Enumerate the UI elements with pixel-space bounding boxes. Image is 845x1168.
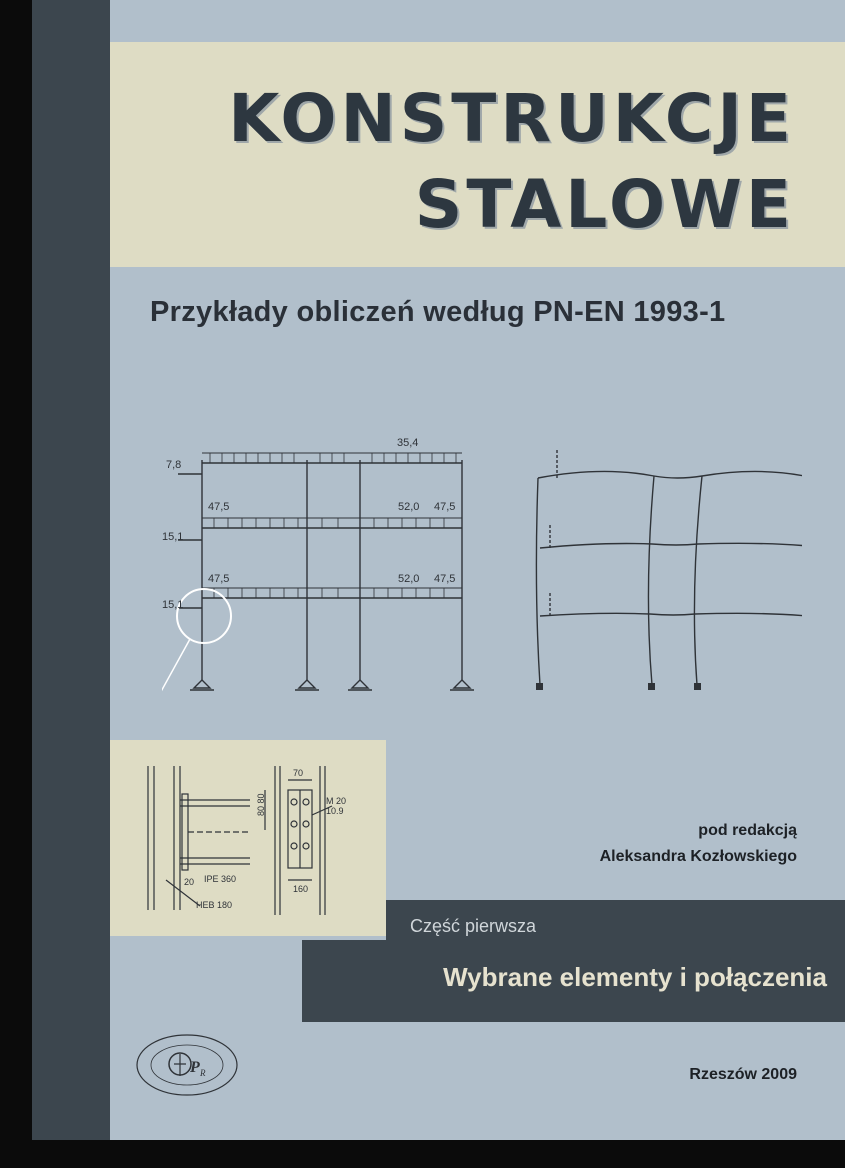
title-line-1: KONSTRUKCJE	[228, 80, 795, 157]
left-dark-strip	[32, 0, 110, 1140]
column-load-label-2: 47,5	[208, 573, 230, 585]
small-dimension-label: 20	[184, 877, 195, 887]
connection-detail-box	[110, 740, 386, 936]
beam-load-label-1: 52,0	[398, 501, 420, 513]
subtitle: Przykłady obliczeń według PN-EN 1993-1	[150, 296, 726, 328]
part-label-band	[386, 900, 845, 940]
beam-profile-label: IPE 360	[204, 874, 237, 884]
beam-load-label-2: 52,0	[398, 573, 420, 585]
part-title-band	[302, 940, 845, 1022]
connection-detail-drawing	[110, 740, 386, 936]
book-cover	[32, 0, 845, 1140]
bolt-class-label: 10.9	[326, 806, 344, 816]
editor-intro: pod redakcją	[698, 822, 797, 839]
column-profile-label: HEB 180	[196, 900, 233, 910]
publisher-seal-icon	[132, 1030, 242, 1100]
part-label: Część pierwsza	[410, 916, 537, 936]
svg-text:R: R	[200, 1068, 206, 1078]
title-line-2: STALOWE	[414, 166, 795, 243]
column-load-label-1: 47,5	[208, 501, 230, 513]
detail-callout-circle	[177, 589, 231, 643]
place-year: Rzeszów 2009	[689, 1066, 797, 1083]
top-dimension-label: 70	[293, 768, 304, 778]
editor-name: Aleksandra Kozłowskiego	[599, 848, 797, 865]
column-right-load-label-1: 47,5	[434, 501, 456, 513]
roof-side-load-label: 7,8	[166, 459, 182, 471]
floor2-side-load-label: 15,1	[162, 531, 184, 543]
loaded-frame	[178, 453, 474, 690]
column-right-load-label-2: 47,5	[434, 573, 456, 585]
side-dimension-label: 80 80	[256, 793, 266, 816]
bolt-label: M 20	[326, 796, 347, 806]
detail-callout-arrow	[162, 639, 190, 710]
floor1-side-load-label: 15,1	[162, 599, 184, 611]
bottom-dimension-label: 160	[293, 884, 309, 894]
svg-text:P: P	[190, 1059, 200, 1076]
part-title: Wybrane elementy i połączenia	[443, 962, 827, 992]
frame-drawing	[162, 430, 802, 710]
roof-load-label: 35,4	[397, 437, 419, 449]
title-band	[110, 42, 845, 267]
deformed-frame	[536, 450, 802, 685]
